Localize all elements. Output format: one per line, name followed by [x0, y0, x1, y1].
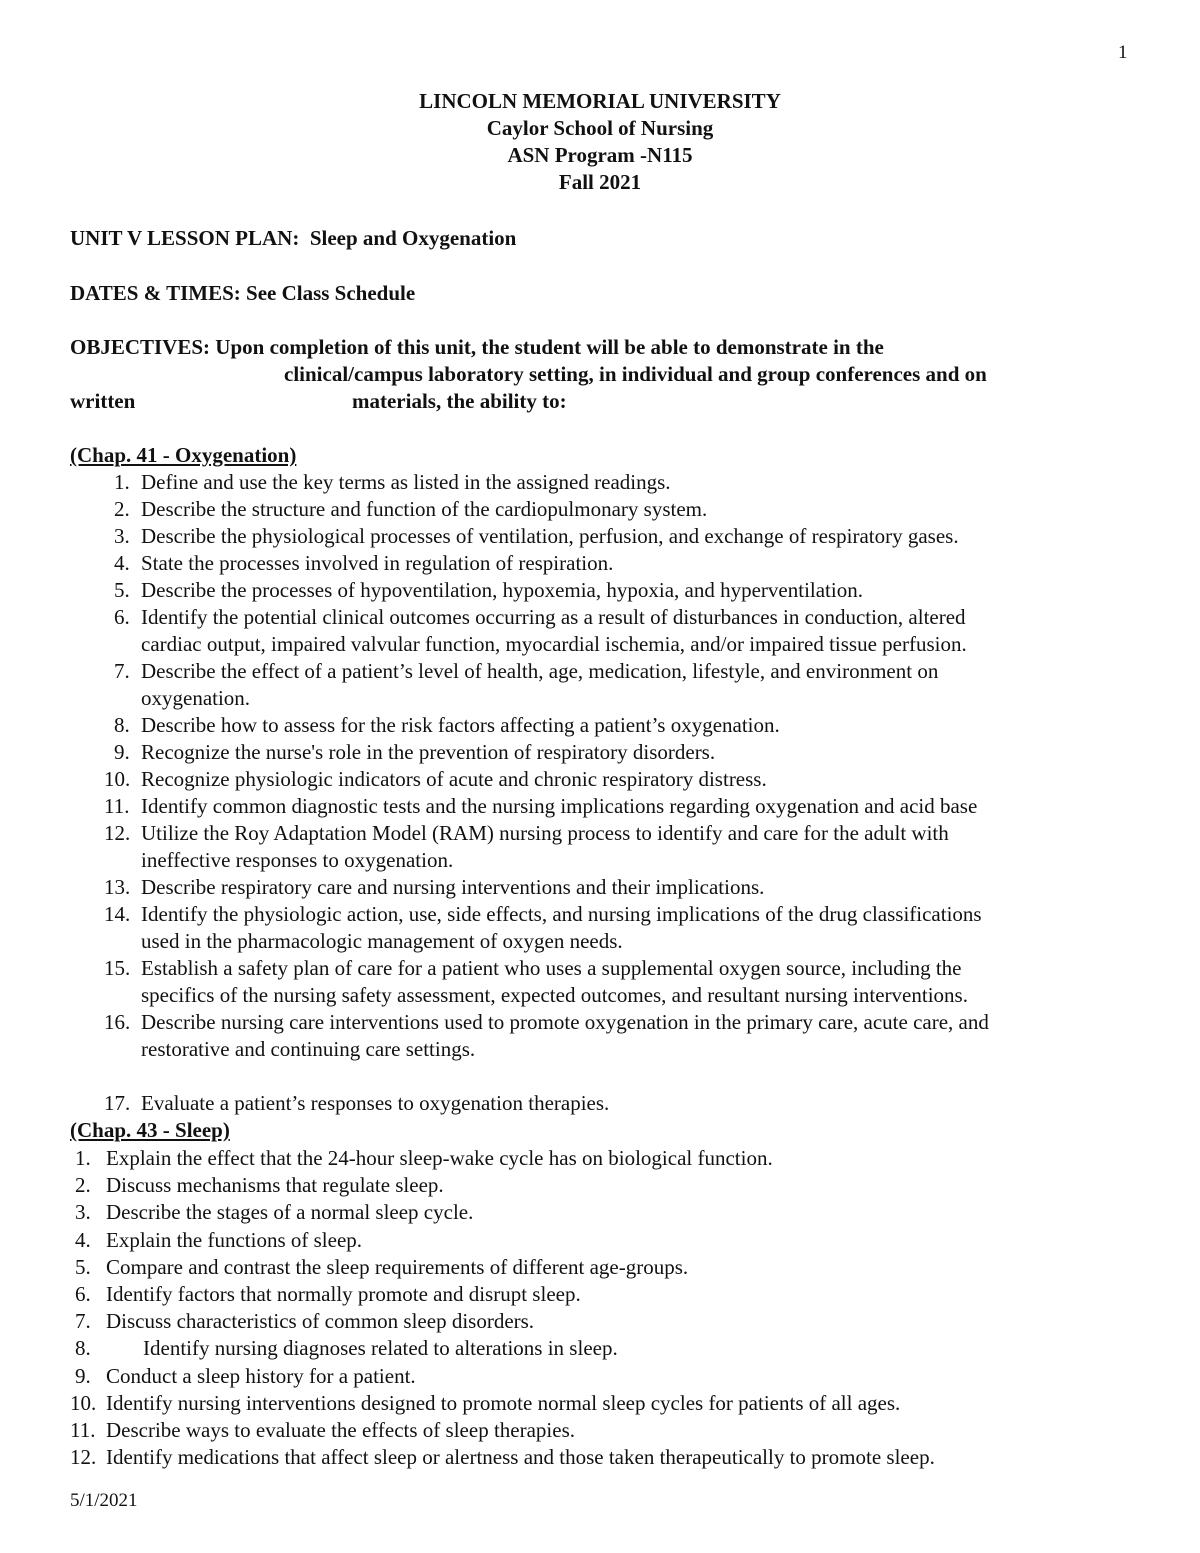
list-item-number: 1. [114, 470, 130, 494]
list-item-text: Describe the effect of a patient’s level of health, age, medication, lifestyle, and environment on [141, 659, 939, 683]
list-item-number: 5. [75, 1255, 91, 1279]
list-item-text: Identify the potential clinical outcomes occurring as a result of disturbances in conduction, altered [141, 605, 966, 629]
list-item-text: Describe the stages of a normal sleep cycle. [106, 1200, 474, 1224]
list-item-text: Discuss characteristics of common sleep disorders. [106, 1309, 535, 1333]
list-item-number: 13. [104, 875, 131, 899]
list-item-number: 11. [104, 794, 130, 818]
list-item-text: Utilize the Roy Adaptation Model (RAM) nursing process to identify and care for the adult with [141, 821, 949, 845]
list-item-number: 11. [70, 1418, 96, 1442]
objectives-text-2: clinical/campus laboratory setting, in individual and group conferences and on [284, 362, 987, 386]
oxygenation-heading: (Chap. 41 - Oxygenation) [70, 443, 297, 467]
list-item-text: specifics of the nursing safety assessment, expected outcomes, and resultant nursing interventions. [141, 983, 968, 1007]
list-item-number: 1. [75, 1146, 91, 1170]
list-item-number: 4. [75, 1228, 91, 1252]
list-item-text: used in the pharmacologic management of oxygen needs. [141, 929, 623, 953]
objectives-text-1: Upon completion of this unit, the student will be able to demonstrate in the [215, 335, 884, 359]
list-item-text: Identify common diagnostic tests and the nursing implications regarding oxygenation and acid base [141, 794, 978, 818]
dates-line [70, 281, 415, 306]
list-item-text: Describe how to assess for the risk factors affecting a patient’s oxygenation. [141, 713, 780, 737]
list-item-number: 8. [75, 1336, 91, 1360]
term: Fall 2021 [558, 170, 642, 194]
list-item-text: Recognize the nurse's role in the prevention of respiratory disorders. [141, 740, 716, 764]
list-item-number: 6. [75, 1282, 91, 1306]
sleep-heading: (Chap. 43 - Sleep) [70, 1118, 230, 1142]
list-item-text: Discuss mechanisms that regulate sleep. [106, 1173, 444, 1197]
list-item-number: 9. [75, 1364, 91, 1388]
list-item-text: Describe the physiological processes of ventilation, perfusion, and exchange of respiratory gases. [141, 524, 959, 548]
list-item-text: Identify nursing diagnoses related to alterations in sleep. [143, 1336, 618, 1360]
list-item-text: Identify nursing interventions designed to promote normal sleep cycles for patients of all ages. [106, 1391, 901, 1415]
objectives-line-1 [70, 335, 884, 360]
list-item-text: Recognize physiologic indicators of acute and chronic respiratory distress. [141, 767, 767, 791]
list-item-text: Define and use the key terms as listed in the assigned readings. [141, 470, 671, 494]
unit-label: UNIT V LESSON PLAN: [70, 226, 300, 250]
list-item-text: State the processes involved in regulation of respiration. [141, 551, 614, 575]
objectives-label: OBJECTIVES: [70, 335, 211, 359]
list-item-number: 16. [104, 1010, 131, 1034]
dates-value: See Class Schedule [246, 281, 416, 305]
dates-label: DATES & TIMES: [70, 281, 241, 305]
list-item-number: 15. [104, 956, 131, 980]
list-item-number: 3. [75, 1200, 91, 1224]
list-item-text: restorative and continuing care settings. [141, 1037, 476, 1061]
list-item-number: 14. [104, 902, 131, 926]
list-item-text: Explain the functions of sleep. [106, 1228, 363, 1252]
school-name: Caylor School of Nursing [486, 116, 714, 140]
list-item-text: Describe ways to evaluate the effects of sleep therapies. [106, 1418, 575, 1442]
list-item-text: Identify the physiologic action, use, side effects, and nursing implications of the drug classifications [141, 902, 982, 926]
list-item-text: Describe nursing care interventions used to promote oxygenation in the primary care, acute care, and [141, 1010, 989, 1034]
list-item-number: 17. [104, 1091, 131, 1115]
list-item-number: 9. [114, 740, 130, 764]
page-number: 1 [1118, 42, 1128, 63]
list-item-text: ineffective responses to oxygenation. [141, 848, 454, 872]
list-item-number: 2. [75, 1173, 91, 1197]
program-name: ASN Program -N115 [507, 143, 693, 167]
list-item-number: 10. [104, 767, 131, 791]
list-item-number: 2. [114, 497, 130, 521]
list-item-text: Describe the processes of hypoventilation, hypoxemia, hypoxia, and hyperventilation. [141, 578, 863, 602]
objectives-text-3b: materials, the ability to: [352, 389, 567, 413]
list-item-number: 7. [114, 659, 130, 683]
list-item-number: 7. [75, 1309, 91, 1333]
list-item-number: 12. [70, 1445, 97, 1469]
list-item-text: cardiac output, impaired valvular function, myocardial ischemia, and/or impaired tissue perfusion. [141, 632, 967, 656]
unit-title: Sleep and Oxygenation [309, 226, 517, 250]
list-item-text: Establish a safety plan of care for a patient who uses a supplemental oxygen source, including the [141, 956, 962, 980]
document-header [0, 88, 1200, 196]
list-item-text: Describe the structure and function of the cardiopulmonary system. [141, 497, 708, 521]
list-item-text: Compare and contrast the sleep requirements of different age-groups. [106, 1255, 689, 1279]
list-item-number: 12. [104, 821, 131, 845]
list-item-number: 3. [114, 524, 130, 548]
list-item-number: 10. [70, 1391, 97, 1415]
list-item-number: 5. [114, 578, 130, 602]
list-item-text: Conduct a sleep history for a patient. [106, 1364, 416, 1388]
list-item-text: Identify factors that normally promote and disrupt sleep. [106, 1282, 581, 1306]
list-item-number: 8. [114, 713, 130, 737]
list-item-text: Describe respiratory care and nursing interventions and their implications. [141, 875, 765, 899]
objectives-text-3a: written [70, 389, 136, 413]
list-item-number: 4. [114, 551, 130, 575]
list-item-number: 6. [114, 605, 130, 629]
list-item-text: Explain the effect that the 24-hour sleep-wake cycle has on biological function. [106, 1146, 773, 1170]
list-item-text: Evaluate a patient’s responses to oxygenation therapies. [141, 1091, 610, 1115]
footer-date: 5/1/2021 [70, 1490, 138, 1511]
university-name: LINCOLN MEMORIAL UNIVERSITY [419, 89, 781, 113]
list-item-text: Identify medications that affect sleep or alertness and those taken therapeutically to promote sleep. [106, 1445, 935, 1469]
unit-line [70, 226, 516, 251]
list-item-text: oxygenation. [141, 686, 251, 710]
